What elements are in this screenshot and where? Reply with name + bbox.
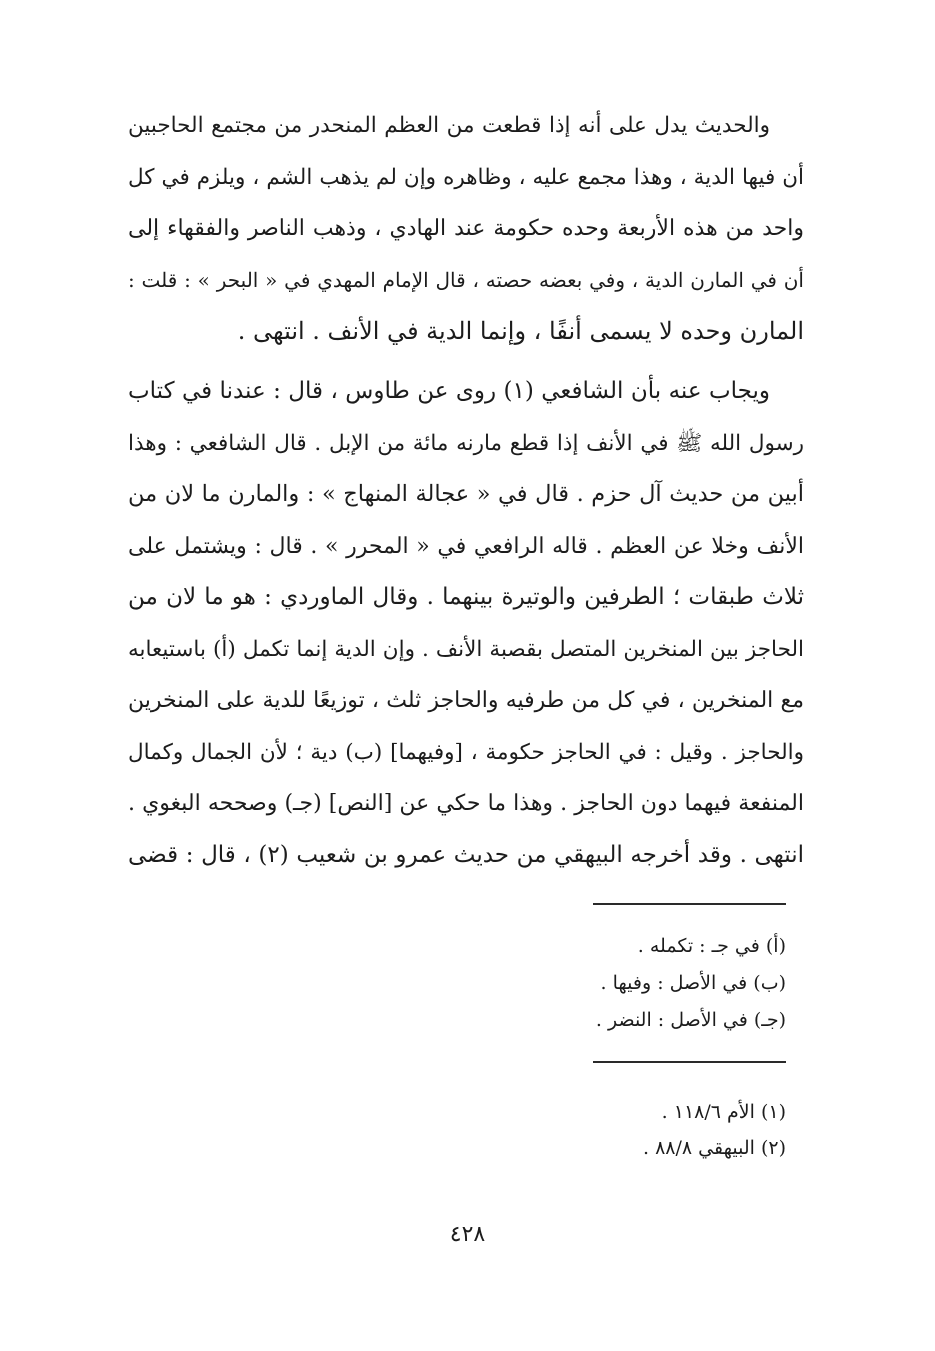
text-line: ويجاب عنه بأن الشافعي (١) روى عن طاوس ، قال : عندنا في كتاب	[128, 378, 771, 404]
text-line: انتهى . وقد أخرجه البيهقي من حديث عمرو بن شعيب (٢) ، قال : قضى	[128, 841, 804, 868]
text-line: والحديث يدل على أنه إذا قطعت من العظم المنحدر من مجتمع الحاجبين	[128, 113, 770, 138]
text-line: المارن وحده لا يسمى أنفًا ، وإنما الدية في الأنف . انتهى .	[237, 317, 804, 345]
footnote: (٢) البيهقي ٨٨/٨ .	[643, 1137, 786, 1159]
text-line: أن في المارن الدية ، وفي بعضه حصته ، قال الإمام المهدي في « البحر » : قلت :	[128, 267, 804, 292]
page-number: ٤٢٨	[449, 1222, 486, 1247]
footnote: (ب) في الأصل : وفيها .	[600, 972, 786, 994]
footnote-divider	[593, 903, 786, 905]
paragraph-1	[128, 100, 804, 358]
text-line: أبين من حديث آل حزم . قال في « عجالة المنهاج » : والمارن ما لان من	[128, 481, 804, 507]
footnote-divider	[593, 1061, 786, 1063]
footnote: (جـ) في الأصل : النضر .	[595, 1009, 786, 1031]
text-line: والحاجز . وقيل : في الحاجز حكومة ، [وفيهما] (ب) دية ؛ لأن الجمال وكمال	[128, 739, 804, 765]
footnote: (أ) في جـ : تكمله .	[637, 935, 786, 957]
source-footnotes	[500, 1094, 786, 1166]
text-line: أن فيها الدية ، وهذا مجمع عليه ، وظاهره وإن لم يذهب الشم ، ويلزم في كل	[128, 164, 804, 190]
paragraph-2	[128, 366, 804, 881]
variant-footnotes	[500, 928, 786, 1039]
text-line: مع المنخرين ، في كل من طرفيه والحاجز ثلث ، توزيعًا للدية على المنخرين	[128, 688, 804, 713]
text-line: رسول الله ﷺ في الأنف إذا قطع مارنه مائة من الإبل . قال الشافعي : وهذا	[128, 430, 804, 456]
text-line: المنفعة فيهما دون الحاجز . وهذا ما حكي عن [النص] (جـ) وصححه البغوي .	[128, 791, 804, 816]
text-line: ثلاث طبقات ؛ الطرفين والوتيرة بينهما . وقال الماوردي : هو ما لان من	[128, 584, 804, 610]
text-line: الحاجز بين المنخرين المتصل بقصبة الأنف . وإن الدية إنما تكمل (أ) باستيعابه	[128, 636, 804, 662]
text-line: الأنف وخلا عن العظم . قاله الرافعي في « المحرر » . قال : ويشتمل على	[128, 533, 804, 559]
footnote: (١) الأم ١١٨/٦ .	[661, 1101, 786, 1123]
text-line: واحد من هذه الأربعة وحده حكومة عند الهادي ، وذهب الناصر والفقهاء إلى	[128, 216, 804, 241]
